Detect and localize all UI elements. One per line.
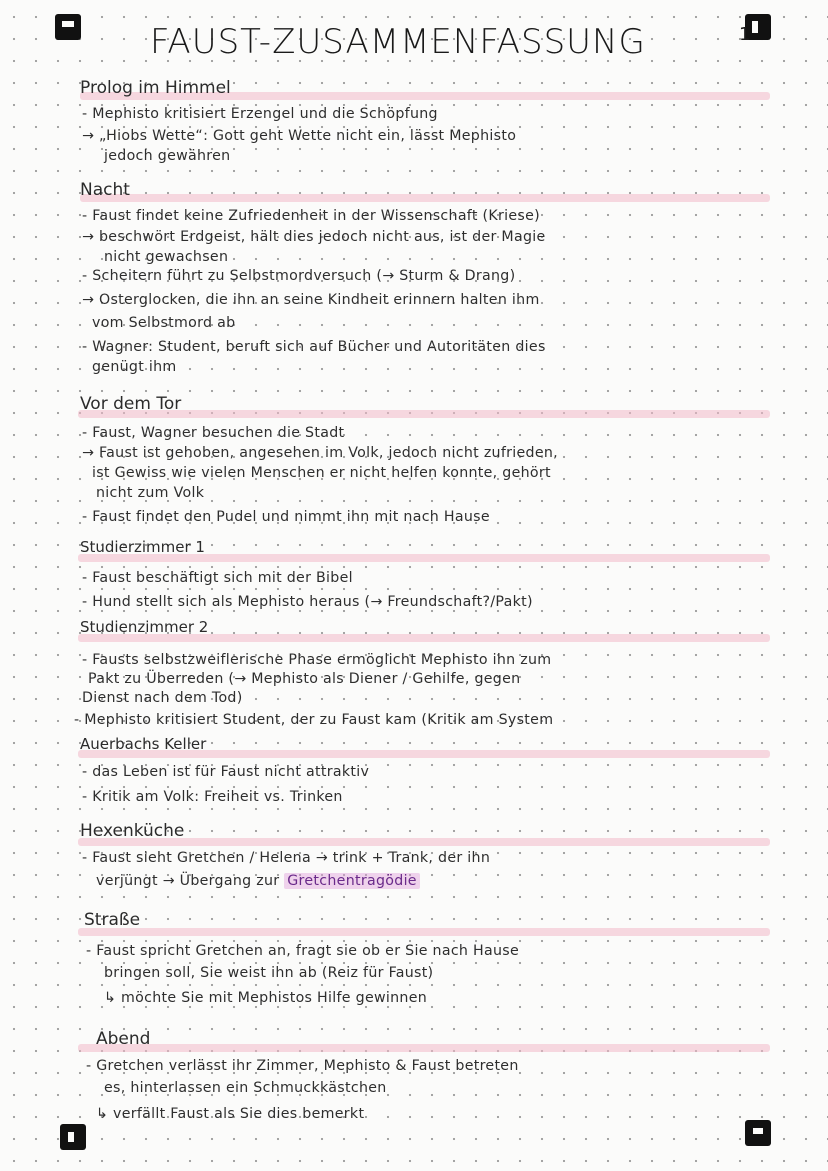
note-line: - Wagner: Student, beruft sich auf Bücher und Autoritäten dies — [82, 339, 546, 355]
section-heading: Hexenküche — [80, 821, 185, 841]
note-line: → Faust ist gehoben, angesehen im Volk, jedoch nicht zufrieden, — [82, 445, 558, 461]
note-line: ↳ verfällt Faust als Sie dies bemerkt — [96, 1106, 365, 1122]
note-line: es, hinterlassen ein Schmuckkästchen — [104, 1080, 387, 1096]
note-line: - Mephisto kritisiert Erzengel und die Schöpfung — [82, 106, 438, 122]
note-line: - Hund stellt sich als Mephisto heraus (→ Freundschaft?/Pakt) — [82, 594, 533, 610]
note-line — [96, 873, 420, 889]
section-heading: Nacht — [80, 180, 130, 200]
heading-underline — [78, 1044, 770, 1052]
note-line: - Faust findet den Pudel und nimmt ihn mit nach Hause — [82, 509, 490, 525]
note-line: ist Gewiss wie vielen Menschen er nicht helfen konnte, gehört — [92, 465, 551, 481]
note-line: - Mephisto kritisiert Student, der zu Faust kam (Kritik am System — [74, 712, 554, 728]
marker-corner-icon — [60, 1124, 86, 1150]
page-number: 1 — [739, 24, 751, 45]
note-line: bringen soll, Sie weist ihn ab (Reiz für Faust) — [104, 965, 434, 981]
note-line: nicht zum Volk — [96, 485, 205, 501]
note-text: verjüngt → Übergang zur — [96, 873, 280, 889]
note-line: ↳ möchte Sie mit Mephistos Hilfe gewinnen — [104, 990, 428, 1006]
note-line: - Faust, Wagner besuchen die Stadt — [82, 425, 345, 441]
section-heading: Vor dem Tor — [80, 394, 182, 414]
note-line: nicht gewachsen — [104, 249, 229, 265]
section-heading: Studienzimmer 2 — [80, 618, 209, 636]
highlighted-term: Gretchentragödie — [284, 873, 420, 889]
note-line: - Faust sieht Gretchen / Helena → trink + Trank, der ihn — [82, 850, 491, 866]
note-line: - Scheitern führt zu Selbstmordversuch (→ Sturm & Drang) — [82, 268, 516, 284]
page-title: FAUST-ZUSAMMENFASSUNG — [150, 22, 646, 62]
note-line: → beschwört Erdgeist, hält dies jedoch nicht aus, ist der Magie — [82, 229, 546, 245]
marker-corner-icon — [745, 1120, 771, 1146]
note-line: - Faust beschäftigt sich mit der Bibel — [82, 570, 353, 586]
note-line: → Osterglocken, die ihn an seine Kindheit erinnern halten ihm — [82, 292, 540, 308]
note-line: Pakt zu Überreden (→ Mephisto als Diener / Gehilfe, gegen — [88, 671, 521, 687]
note-line: - Gretchen verlässt ihr Zimmer, Mephisto & Faust betreten — [86, 1058, 519, 1074]
note-line: genügt ihm — [92, 359, 177, 375]
note-line: - das Leben ist für Faust nicht attraktiv — [82, 764, 370, 780]
heading-underline — [80, 194, 770, 202]
heading-underline — [78, 928, 770, 936]
note-line: - Faust spricht Gretchen an, fragt sie ob er Sie nach Hause — [86, 943, 519, 959]
note-line: - Kritik am Volk: Freiheit vs. Trinken — [82, 789, 343, 805]
note-line: - Faust findet keine Zufriedenheit in der Wissenschaft (Kriese) — [82, 208, 540, 224]
section-heading: Auerbachs Keller — [80, 735, 207, 753]
note-line: jedoch gewähren — [104, 148, 231, 164]
marker-corner-icon — [55, 14, 81, 40]
section-heading: Abend — [96, 1029, 151, 1049]
note-line: → „Hiobs Wette“: Gott geht Wette nicht ein, lässt Mephisto — [82, 128, 517, 144]
note-line: vom Selbstmord ab — [92, 315, 236, 331]
note-line: - Fausts selbstzweiflerische Phase ermöglicht Mephisto ihn zum — [82, 652, 552, 668]
section-heading: Prolog im Himmel — [80, 78, 231, 98]
section-heading: Studierzimmer 1 — [80, 538, 205, 556]
heading-underline — [78, 410, 770, 418]
note-line: Dienst nach dem Tod) — [82, 690, 243, 706]
section-heading: Straße — [84, 910, 141, 930]
